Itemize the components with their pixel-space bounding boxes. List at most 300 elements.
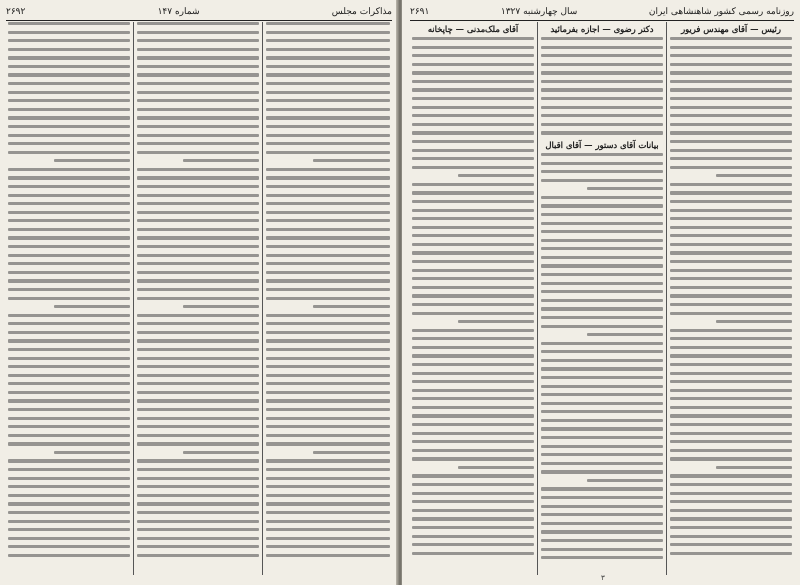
text-line — [266, 236, 390, 239]
text-line — [670, 303, 792, 306]
text-line — [670, 312, 792, 315]
text-line — [412, 251, 534, 254]
text-line — [412, 226, 534, 229]
text-line — [541, 37, 663, 40]
text-line — [266, 357, 390, 360]
text-line — [412, 166, 534, 169]
text-line — [266, 202, 390, 205]
text-line — [266, 434, 390, 437]
text-line — [266, 288, 390, 291]
text-column-middle — [137, 22, 259, 577]
text-line — [266, 116, 390, 119]
text-line — [266, 417, 390, 420]
text-line — [266, 194, 390, 197]
text-line — [8, 99, 130, 102]
text-line — [266, 511, 390, 514]
text-line — [137, 417, 259, 420]
text-line — [458, 174, 534, 177]
text-line — [412, 80, 534, 83]
text-line — [716, 466, 792, 469]
text-line — [541, 513, 663, 516]
text-line — [670, 535, 792, 538]
text-line — [8, 502, 130, 505]
text-line — [266, 176, 390, 179]
text-line — [670, 483, 792, 486]
text-line — [266, 425, 390, 428]
text-line — [266, 459, 390, 462]
text-line — [266, 99, 390, 102]
text-line — [266, 65, 390, 68]
text-line — [541, 307, 663, 310]
text-line — [266, 331, 390, 334]
text-line — [412, 389, 534, 392]
text-line — [266, 314, 390, 317]
section-headline: بیانات آقای دستور — آقای اقبال — [545, 139, 659, 150]
text-line — [670, 294, 792, 297]
text-line — [541, 230, 663, 233]
text-line — [541, 256, 663, 259]
text-line — [8, 194, 130, 197]
text-line — [541, 462, 663, 465]
text-line — [137, 202, 259, 205]
text-line — [8, 365, 130, 368]
text-line — [670, 517, 792, 520]
text-line — [587, 333, 663, 336]
text-line — [8, 56, 130, 59]
text-line — [8, 236, 130, 239]
text-line — [266, 73, 390, 76]
text-line — [670, 226, 792, 229]
text-line — [541, 179, 663, 182]
page-footer-mark: ۳ — [601, 574, 605, 582]
text-line — [541, 359, 663, 362]
text-line — [670, 54, 792, 57]
text-line — [8, 459, 130, 462]
text-line — [541, 264, 663, 267]
text-line — [137, 73, 259, 76]
text-line — [137, 459, 259, 462]
text-column-left — [412, 22, 534, 577]
text-column-right — [670, 22, 792, 577]
text-line — [412, 509, 534, 512]
left-page-header — [6, 6, 392, 18]
text-line — [137, 477, 259, 480]
text-line — [412, 191, 534, 194]
text-line — [8, 279, 130, 282]
text-line — [313, 305, 390, 308]
text-line — [670, 449, 792, 452]
text-line — [670, 157, 792, 160]
text-line — [412, 440, 534, 443]
text-line — [137, 288, 259, 291]
text-line — [137, 254, 259, 257]
text-line — [137, 357, 259, 360]
text-line — [541, 402, 663, 405]
text-line — [412, 500, 534, 503]
text-line — [137, 511, 259, 514]
text-line — [137, 82, 259, 85]
text-line — [412, 346, 534, 349]
text-line — [8, 417, 130, 420]
text-line — [183, 305, 259, 308]
text-line — [412, 157, 534, 160]
text-line — [541, 325, 663, 328]
text-line — [137, 245, 259, 248]
text-line — [670, 500, 792, 503]
text-line — [670, 166, 792, 169]
text-line — [266, 271, 390, 274]
text-line — [266, 219, 390, 222]
text-line — [137, 151, 259, 154]
text-line — [266, 391, 390, 394]
text-line — [541, 106, 663, 109]
text-line — [541, 80, 663, 83]
text-line — [458, 320, 534, 323]
text-line — [266, 185, 390, 188]
text-line — [541, 239, 663, 242]
text-line — [266, 31, 390, 34]
text-line — [137, 108, 259, 111]
text-line — [8, 288, 130, 291]
text-line — [137, 485, 259, 488]
text-line — [541, 213, 663, 216]
text-line — [670, 414, 792, 417]
text-line — [266, 554, 390, 557]
text-line — [670, 492, 792, 495]
text-line — [670, 37, 792, 40]
text-line — [541, 63, 663, 66]
text-line — [541, 522, 663, 525]
text-line — [670, 269, 792, 272]
text-line — [8, 39, 130, 42]
column-divider — [666, 22, 667, 575]
text-line — [266, 477, 390, 480]
text-line — [670, 543, 792, 546]
text-line — [412, 269, 534, 272]
text-line — [8, 65, 130, 68]
text-line — [412, 312, 534, 315]
text-line — [412, 483, 534, 486]
text-line — [266, 228, 390, 231]
text-line — [541, 114, 663, 117]
text-line — [541, 385, 663, 388]
text-line — [412, 106, 534, 109]
text-line — [8, 520, 130, 523]
text-line — [137, 194, 259, 197]
text-line — [412, 423, 534, 426]
text-line — [412, 260, 534, 263]
text-line — [412, 552, 534, 555]
text-line — [541, 247, 663, 250]
text-line — [8, 254, 130, 257]
text-line — [541, 170, 663, 173]
text-line — [8, 537, 130, 540]
text-line — [137, 22, 259, 25]
text-line — [670, 474, 792, 477]
text-line — [266, 537, 390, 540]
text-line — [670, 380, 792, 383]
text-line — [541, 196, 663, 199]
text-line — [266, 502, 390, 505]
text-line — [8, 31, 130, 34]
text-line — [8, 176, 130, 179]
text-line — [266, 39, 390, 42]
text-line — [137, 279, 259, 282]
text-line — [137, 502, 259, 505]
text-line — [412, 397, 534, 400]
text-line — [8, 382, 130, 385]
left-page-title: مذاکرات مجلس — [331, 7, 392, 17]
text-line — [412, 234, 534, 237]
text-line — [670, 251, 792, 254]
text-line — [8, 468, 130, 471]
text-line — [412, 114, 534, 117]
text-line — [412, 517, 534, 520]
text-line — [8, 116, 130, 119]
text-line — [670, 88, 792, 91]
text-line — [412, 535, 534, 538]
text-line — [8, 399, 130, 402]
text-line — [541, 299, 663, 302]
text-line — [137, 494, 259, 497]
text-line — [541, 162, 663, 165]
right-newspaper-page — [402, 0, 800, 585]
text-line — [670, 389, 792, 392]
text-line — [670, 63, 792, 66]
text-line — [137, 528, 259, 531]
text-line — [670, 183, 792, 186]
text-line — [670, 526, 792, 529]
text-line — [670, 209, 792, 212]
text-line — [137, 442, 259, 445]
text-line — [137, 56, 259, 59]
text-line — [412, 217, 534, 220]
text-line — [670, 423, 792, 426]
text-line — [716, 174, 792, 177]
text-line — [670, 123, 792, 126]
text-line — [541, 88, 663, 91]
text-line — [137, 468, 259, 471]
text-line — [137, 176, 259, 179]
text-line — [313, 159, 390, 162]
text-line — [670, 200, 792, 203]
text-line — [541, 131, 663, 134]
text-line — [458, 466, 534, 469]
text-line — [137, 39, 259, 42]
text-line — [8, 142, 130, 145]
text-line — [670, 277, 792, 280]
text-line — [8, 73, 130, 76]
text-line — [541, 367, 663, 370]
text-line — [8, 219, 130, 222]
text-line — [670, 97, 792, 100]
text-line — [137, 520, 259, 523]
text-line — [266, 365, 390, 368]
text-line — [137, 228, 259, 231]
text-line — [412, 46, 534, 49]
text-line — [137, 134, 259, 137]
text-line — [137, 322, 259, 325]
text-line — [266, 442, 390, 445]
text-line — [670, 234, 792, 237]
left-newspaper-page — [0, 0, 398, 585]
text-line — [670, 260, 792, 263]
text-line — [541, 97, 663, 100]
text-line — [137, 408, 259, 411]
text-line — [137, 374, 259, 377]
text-line — [137, 348, 259, 351]
text-line — [8, 434, 130, 437]
text-line — [137, 48, 259, 51]
text-line — [670, 552, 792, 555]
text-line — [266, 528, 390, 531]
text-line — [54, 159, 130, 162]
text-line — [541, 548, 663, 551]
text-line — [8, 22, 130, 25]
text-line — [137, 554, 259, 557]
text-line — [8, 485, 130, 488]
text-line — [8, 262, 130, 265]
text-line — [137, 399, 259, 402]
text-line — [670, 46, 792, 49]
text-line — [670, 114, 792, 117]
text-line — [541, 123, 663, 126]
text-line — [137, 236, 259, 239]
text-line — [266, 279, 390, 282]
text-line — [8, 91, 130, 94]
text-line — [541, 470, 663, 473]
text-line — [137, 65, 259, 68]
text-column-middle — [541, 22, 663, 577]
right-page-number: ۲۶۹۱ — [410, 7, 430, 17]
right-page-date: سال چهارشنبه ۱۳۲۷ — [500, 7, 578, 17]
section-headline: رئیس — آقای مهندس فریور — [681, 24, 781, 34]
text-line — [412, 286, 534, 289]
text-line — [8, 322, 130, 325]
text-line — [412, 88, 534, 91]
text-line — [266, 339, 390, 342]
text-line — [54, 451, 130, 454]
section-headline: آقای ملک‌مدنی — چاپخانه — [427, 24, 519, 34]
text-line — [8, 391, 130, 394]
text-line — [8, 528, 130, 531]
text-line — [541, 342, 663, 345]
text-line — [137, 365, 259, 368]
text-line — [8, 151, 130, 154]
text-line — [137, 31, 259, 34]
text-line — [266, 322, 390, 325]
text-line — [412, 380, 534, 383]
text-line — [670, 286, 792, 289]
text-line — [137, 391, 259, 394]
text-line — [670, 131, 792, 134]
text-line — [412, 200, 534, 203]
text-line — [8, 134, 130, 137]
text-column-left — [8, 22, 130, 577]
text-line — [8, 211, 130, 214]
text-line — [412, 243, 534, 246]
text-line — [266, 211, 390, 214]
text-line — [8, 545, 130, 548]
text-line — [137, 219, 259, 222]
text-line — [137, 125, 259, 128]
text-line — [541, 376, 663, 379]
text-line — [541, 530, 663, 533]
text-line — [266, 485, 390, 488]
text-line — [266, 22, 390, 25]
text-line — [670, 372, 792, 375]
text-line — [137, 297, 259, 300]
text-line — [8, 425, 130, 428]
text-line — [412, 37, 534, 40]
text-line — [137, 262, 259, 265]
column-divider — [133, 22, 134, 575]
text-line — [8, 494, 130, 497]
text-line — [8, 108, 130, 111]
text-line — [412, 149, 534, 152]
text-line — [266, 82, 390, 85]
text-line — [412, 209, 534, 212]
text-line — [412, 406, 534, 409]
text-line — [266, 399, 390, 402]
text-line — [8, 168, 130, 171]
text-line — [313, 451, 390, 454]
text-line — [266, 348, 390, 351]
text-line — [8, 408, 130, 411]
text-line — [54, 305, 130, 308]
text-line — [670, 440, 792, 443]
text-line — [266, 468, 390, 471]
text-line — [412, 543, 534, 546]
text-line — [266, 125, 390, 128]
text-line — [412, 363, 534, 366]
text-line — [137, 314, 259, 317]
text-line — [137, 382, 259, 385]
text-line — [266, 382, 390, 385]
text-line — [412, 337, 534, 340]
text-line — [137, 185, 259, 188]
text-line — [412, 449, 534, 452]
text-line — [541, 496, 663, 499]
text-line — [183, 159, 259, 162]
text-line — [541, 222, 663, 225]
text-line — [541, 539, 663, 542]
text-line — [587, 187, 663, 190]
text-line — [8, 82, 130, 85]
text-line — [266, 142, 390, 145]
text-line — [137, 116, 259, 119]
text-column-right — [266, 22, 390, 577]
text-line — [266, 374, 390, 377]
text-line — [137, 434, 259, 437]
text-line — [412, 457, 534, 460]
header-rule — [410, 20, 794, 21]
text-line — [137, 339, 259, 342]
text-line — [8, 331, 130, 334]
text-line — [412, 97, 534, 100]
text-line — [541, 419, 663, 422]
text-line — [412, 54, 534, 57]
text-line — [8, 477, 130, 480]
text-line — [412, 474, 534, 477]
header-rule — [6, 20, 392, 21]
text-line — [541, 153, 663, 156]
text-line — [137, 142, 259, 145]
text-line — [183, 451, 259, 454]
text-line — [8, 314, 130, 317]
text-line — [541, 487, 663, 490]
text-line — [412, 354, 534, 357]
